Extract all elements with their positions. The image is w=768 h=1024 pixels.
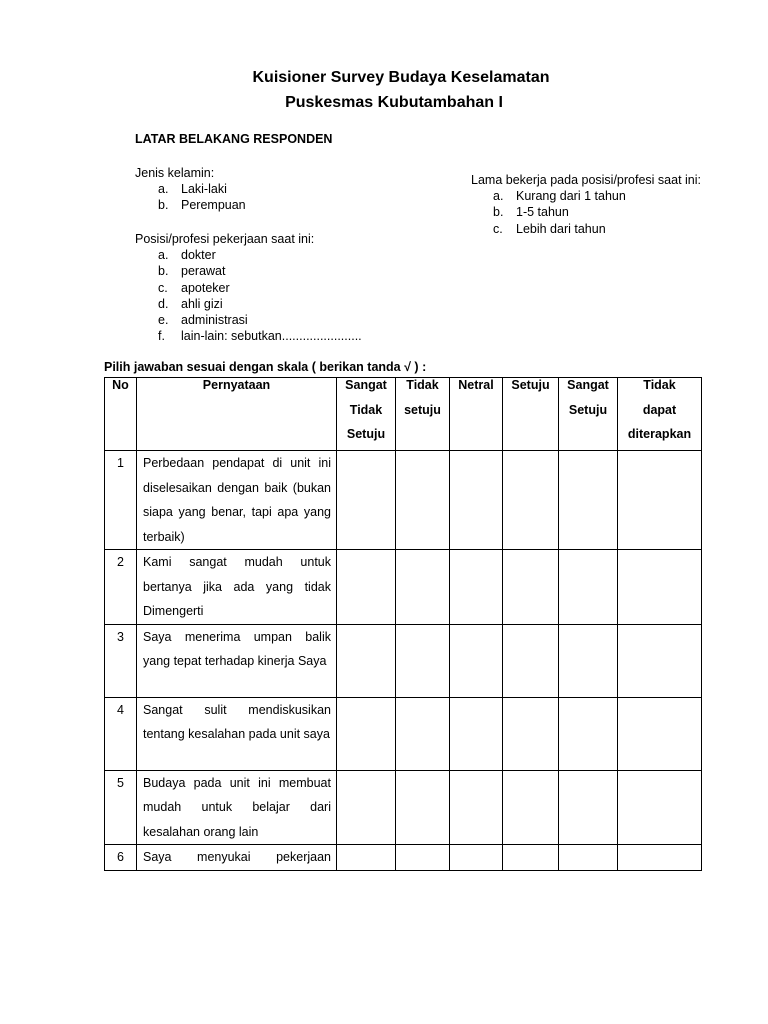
option-marker: b. [158, 198, 169, 213]
profession-question-block [135, 231, 362, 344]
answer-cell-not-applicable[interactable] [618, 770, 702, 845]
table-row [105, 550, 702, 625]
option-marker: a. [158, 182, 169, 197]
option-label: Laki-laki [181, 182, 227, 197]
option-label: Lebih dari tahun [516, 221, 606, 236]
answer-cell-neutral[interactable] [450, 624, 503, 697]
table-header-row [105, 378, 702, 451]
table-row [105, 624, 702, 697]
option-marker: e. [158, 313, 169, 328]
answer-cell-not-applicable[interactable] [618, 624, 702, 697]
answer-cell-strongly-disagree[interactable] [337, 845, 396, 871]
option-label: 1-5 tahun [516, 205, 569, 220]
tenure-option[interactable] [493, 188, 701, 204]
answer-cell-neutral[interactable] [450, 770, 503, 845]
answer-cell-strongly-agree[interactable] [559, 697, 618, 770]
answer-cell-agree[interactable] [503, 845, 559, 871]
row-number: 3 [105, 624, 137, 697]
profession-option[interactable] [158, 247, 362, 263]
answer-cell-agree[interactable] [503, 624, 559, 697]
answer-cell-disagree[interactable] [396, 451, 450, 550]
gender-option[interactable] [158, 197, 246, 213]
option-marker: b. [158, 264, 169, 279]
answer-cell-not-applicable[interactable] [618, 697, 702, 770]
row-number: 5 [105, 770, 137, 845]
option-marker: a. [158, 248, 169, 263]
answer-cell-neutral[interactable] [450, 550, 503, 625]
option-label: perawat [181, 264, 226, 279]
option-label: Perempuan [181, 198, 246, 213]
answer-cell-strongly-disagree[interactable] [337, 697, 396, 770]
answer-cell-strongly-disagree[interactable] [337, 451, 396, 550]
answer-cell-strongly-agree[interactable] [559, 770, 618, 845]
answer-cell-disagree[interactable] [396, 550, 450, 625]
answer-cell-neutral[interactable] [450, 451, 503, 550]
option-label: ahli gizi [181, 296, 223, 311]
header-strongly-agree: Sangat Setuju [559, 378, 618, 451]
answer-cell-strongly-agree[interactable] [559, 845, 618, 871]
answer-cell-neutral[interactable] [450, 697, 503, 770]
option-marker: a. [493, 189, 504, 204]
option-label: dokter [181, 248, 216, 263]
answer-cell-strongly-disagree[interactable] [337, 550, 396, 625]
profession-option[interactable] [158, 280, 362, 296]
table-row [105, 451, 702, 550]
tenure-option[interactable] [493, 221, 701, 237]
table-row [105, 697, 702, 770]
answer-cell-agree[interactable] [503, 451, 559, 550]
answer-cell-agree[interactable] [503, 697, 559, 770]
scale-instruction: Pilih jawaban sesuai dengan skala ( berikan tanda √ ) : [104, 360, 427, 374]
header-disagree: Tidak setuju [396, 378, 450, 451]
answer-cell-neutral[interactable] [450, 845, 503, 871]
option-label: Kurang dari 1 tahun [516, 189, 626, 204]
option-label: apoteker [181, 280, 230, 295]
statement-text: Sangat sulit mendiskusikan tentang kesalahan pada unit saya [137, 697, 337, 770]
answer-cell-disagree[interactable] [396, 770, 450, 845]
header-statement: Pernyataan [137, 378, 337, 451]
answer-cell-disagree[interactable] [396, 845, 450, 871]
document-title: Kuisioner Survey Budaya Keselamatan [252, 69, 550, 86]
option-marker: f. [158, 329, 165, 344]
answer-cell-agree[interactable] [503, 550, 559, 625]
option-marker: d. [158, 296, 169, 311]
row-number: 1 [105, 451, 137, 550]
answer-cell-strongly-agree[interactable] [559, 550, 618, 625]
profession-option[interactable] [158, 312, 362, 328]
header-strongly-disagree: Sangat Tidak Setuju [337, 378, 396, 451]
answer-cell-disagree[interactable] [396, 624, 450, 697]
table-row [105, 770, 702, 845]
section-heading: LATAR BELAKANG RESPONDEN [135, 132, 333, 146]
option-label: lain-lain: sebutkan....................... [181, 329, 362, 344]
answer-cell-not-applicable[interactable] [618, 451, 702, 550]
tenure-question: Lama bekerja pada posisi/profesi saat ini: [471, 173, 701, 187]
answer-cell-strongly-agree[interactable] [559, 624, 618, 697]
header-not-applicable: Tidak dapat diterapkan [618, 378, 702, 451]
header-no: No [105, 378, 137, 451]
answer-cell-agree[interactable] [503, 770, 559, 845]
row-number: 2 [105, 550, 137, 625]
statement-text: Perbedaan pendapat di unit ini diselesaikan dengan baik (bukan siapa yang benar, tapi apa yang terbaik) [137, 451, 337, 550]
answer-cell-strongly-agree[interactable] [559, 451, 618, 550]
option-marker: b. [493, 205, 504, 220]
gender-question-block [135, 165, 246, 214]
gender-question: Jenis kelamin: [135, 166, 215, 180]
row-number: 6 [105, 845, 137, 871]
statement-text: Kami sangat mudah untuk bertanya jika ada yang tidak Dimengerti [137, 550, 337, 625]
profession-option[interactable] [158, 296, 362, 312]
table-row [105, 845, 702, 871]
statement-text: Saya menyukai pekerjaan [137, 845, 337, 871]
row-number: 4 [105, 697, 137, 770]
profession-option[interactable] [158, 328, 362, 344]
answer-cell-not-applicable[interactable] [618, 845, 702, 871]
answer-cell-not-applicable[interactable] [618, 550, 702, 625]
answer-cell-disagree[interactable] [396, 697, 450, 770]
statement-text: Saya menerima umpan balik yang tepat terhadap kinerja Saya [137, 624, 337, 697]
tenure-option[interactable] [493, 204, 701, 220]
option-label: administrasi [181, 313, 248, 328]
survey-table [104, 377, 702, 871]
header-neutral: Netral [450, 378, 503, 451]
tenure-question-block [471, 172, 701, 237]
option-marker: c. [158, 280, 168, 295]
profession-question: Posisi/profesi pekerjaan saat ini: [135, 232, 315, 246]
option-marker: c. [493, 221, 503, 236]
answer-cell-strongly-disagree[interactable] [337, 624, 396, 697]
header-agree: Setuju [503, 378, 559, 451]
profession-option[interactable] [158, 263, 362, 279]
answer-cell-strongly-disagree[interactable] [337, 770, 396, 845]
statement-text: Budaya pada unit ini membuat mudah untuk belajar dari kesalahan orang lain [137, 770, 337, 845]
gender-option[interactable] [158, 181, 246, 197]
document-subtitle: Puskesmas Kubutambahan I [285, 94, 503, 111]
